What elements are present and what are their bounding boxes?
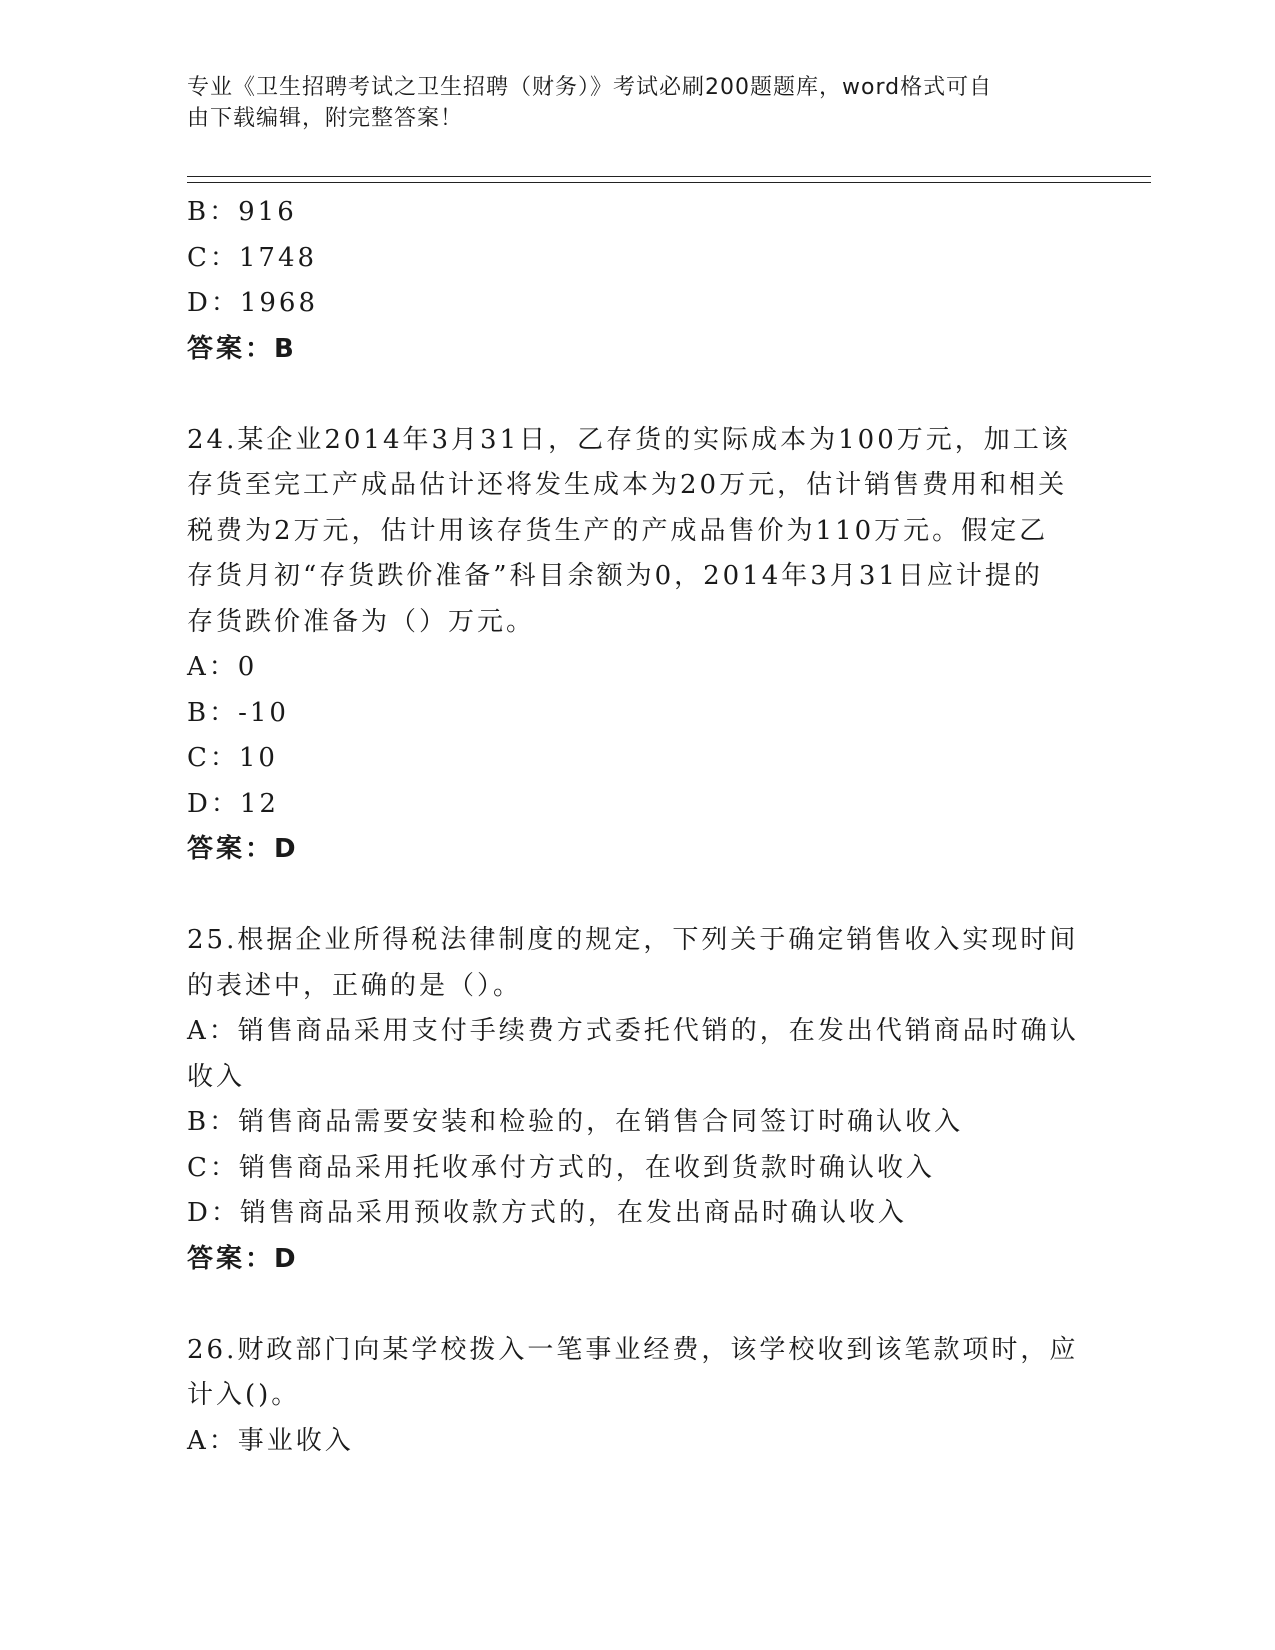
- option-a: A：事业收入: [187, 1425, 354, 1456]
- header-line-1: 专业《卫生招聘考试之卫生招聘（财务）》考试必刷200题题库，word格式可自: [187, 75, 993, 100]
- question-stem-line: 的表述中，正确的是（）。: [187, 970, 523, 1001]
- question-25: [187, 918, 1087, 1282]
- option-a: A：0: [187, 652, 258, 682]
- question-stem-line: 存货月初“存货跌价准备”科目余额为0，2014年3月31日应计提的: [187, 561, 1043, 591]
- option-d: D：1968: [187, 288, 319, 318]
- option-d: D：销售商品采用预收款方式的，在发出商品时确认收入: [187, 1198, 907, 1228]
- option-d: D：12: [187, 788, 279, 819]
- option-a-continued: 收入: [187, 1061, 246, 1092]
- question-24: [187, 418, 1087, 873]
- option-b: B：916: [187, 197, 297, 227]
- question-stem-line: 计入()。: [187, 1380, 301, 1410]
- header-line-2: 由下载编辑，附完整答案！: [187, 106, 464, 131]
- document-header: [187, 72, 1067, 134]
- question-stem-line: 存货跌价准备为（）万元。: [187, 606, 536, 637]
- question-26: [187, 1328, 1087, 1465]
- option-a: A：销售商品采用支付手续费方式委托代销的，在发出代销商品时确认: [187, 1016, 1079, 1046]
- header-divider-top: [187, 176, 1151, 177]
- question-stem-line: 24.某企业2014年3月31日，乙存货的实际成本为100万元，加工该: [187, 424, 1071, 455]
- question-content: [187, 190, 1087, 1464]
- answer-label: 答案：D: [187, 1243, 299, 1274]
- question-stem-line: 25.根据企业所得税法律制度的规定，下列关于确定销售收入实现时间: [187, 925, 1079, 955]
- header-divider-bottom: [187, 182, 1151, 183]
- option-c: C：1748: [187, 242, 318, 273]
- prev-question-options: [187, 190, 1087, 327]
- question-stem-line: 26.财政部门向某学校拨入一笔事业经费，该学校收到该笔款项时，应: [187, 1334, 1079, 1365]
- question-stem-line: 税费为2万元，估计用该存货生产的产成品售价为110万元。假定乙: [187, 515, 1049, 546]
- answer-label: 答案：D: [187, 834, 299, 864]
- option-b: B：销售商品需要安装和检验的，在销售合同签订时确认收入: [187, 1107, 964, 1137]
- question-stem-line: 存货至完工产成品估计还将发生成本为20万元，估计销售费用和相关: [187, 470, 1068, 500]
- option-b: B：-10: [187, 697, 289, 728]
- answer-label: 答案：B: [187, 333, 297, 364]
- option-c: C：10: [187, 743, 278, 773]
- option-c: C：销售商品采用托收承付方式的，在收到货款时确认收入: [187, 1152, 935, 1183]
